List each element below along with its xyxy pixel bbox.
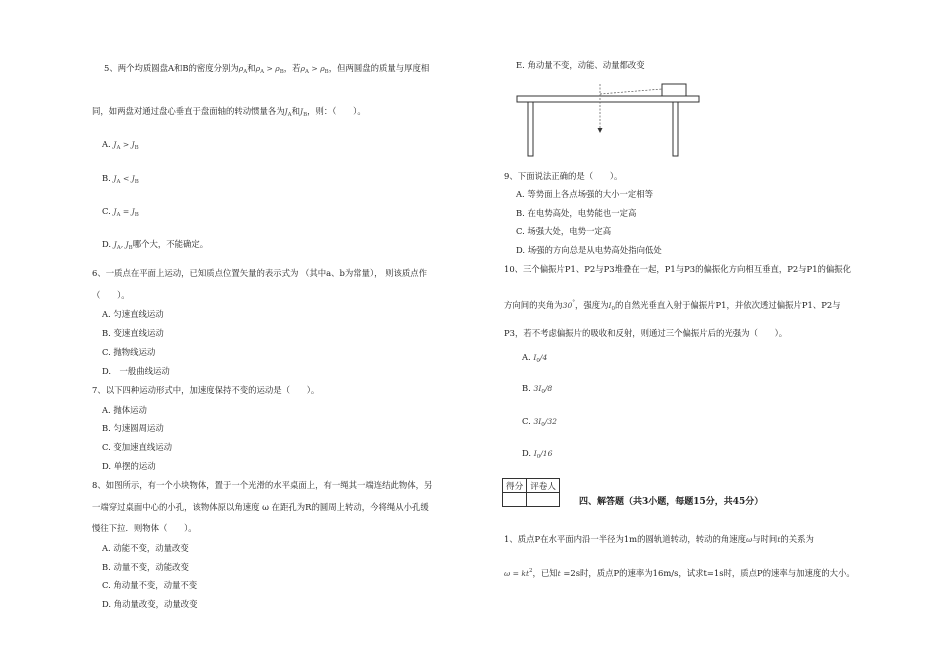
q5-option-c: C. $J_A = J_B$ — [102, 206, 139, 218]
q9-line1: 9、下面说法正确的是（ ）。 — [504, 171, 623, 181]
q9-option-c: C. 场强大处，电势一定高 — [516, 226, 612, 236]
table-top — [517, 96, 699, 102]
q7-line1: 7、以下四种运动形式中，加速度保持不变的运动是（ ）。 — [92, 385, 320, 395]
score-box — [502, 478, 560, 507]
section-heading: 四、解答题（共3小题，每题15分，共45分） — [579, 497, 764, 507]
t-symbol: t — [777, 535, 781, 544]
string-top — [600, 89, 662, 94]
q5-line1: 5、两个均质圆盘A和B的密度分别为$\rho_A$和$\rho_A > \rho_B$，若$\rho_A > \rho_B$，但两圆盘的质量与厚度相 — [104, 63, 430, 75]
q8-option-a: A. 动能不变，动量改变 — [102, 543, 189, 553]
q9-option-a: A. 等势面上各点场强的大小一定相等 — [516, 189, 653, 199]
q5-option-a: A. $J_A > J_B$ — [102, 139, 139, 151]
q8-line2: 一端穿过桌面中心的小孔，该物体原以角速度 ω 在距孔为R的圆周上转动，今将绳从小孔缓 — [92, 502, 429, 512]
q10-line3: P3，若不考虑偏振片的吸收和反射，则通过三个偏振片后的光强为（ ）。 — [504, 328, 788, 338]
q9-option-d: D. 场强的方向总是从电势高处指向低处 — [516, 245, 662, 255]
grader-cell — [527, 493, 560, 507]
s4-problem1-line2: $\omega = kt^2$，已知t =2s时，质点P的速率为16m/s，试求t=1s时，质点P的速率与加速度的大小。 — [504, 568, 855, 578]
q10-line2: 方向间的夹角为30°，强度为$I_0$的自然光垂直入射于偏振片P1，并依次透过偏振片P1、P2与 — [504, 300, 841, 312]
q7-option-d: D. 单摆的运动 — [102, 461, 156, 471]
q6-line2: （ ）。 — [92, 290, 130, 300]
q10-line1: 10、三个偏振片P1、P2与P3堆叠在一起，P1与P3的偏振化方向相互垂直，P2与P1的偏振化 — [504, 264, 852, 274]
q5-line2: 同，如两盘对通过盘心垂直于盘面轴的转动惯量各为$J_A$和$J_B$，则：（ ）。 — [92, 106, 366, 118]
q5-option-d: D. $J_A$, $J_B$哪个大，不能确定。 — [102, 239, 209, 251]
q10-option-b: B. $3I_0/8$ — [522, 383, 553, 395]
q8-option-b: B. 动量不变，动能改变 — [102, 562, 189, 572]
i0-symbol: $I_0$ — [608, 301, 616, 312]
q7-option-b: B. 匀速圆周运动 — [102, 423, 164, 433]
table-leg-right — [673, 102, 678, 156]
table-drawing — [517, 84, 699, 156]
block-object — [662, 84, 686, 96]
j-a-symbol: $J_A$ — [284, 107, 292, 118]
q6-option-c: C. 抛物线运动 — [102, 347, 156, 357]
j-b-symbol: $J_B$ — [300, 107, 308, 118]
q10-option-a: A. $I_0/4$ — [522, 352, 548, 364]
omega-formula: $\omega = kt^2$ — [504, 568, 533, 578]
q8-line3: 慢往下拉．则物体（ ）。 — [92, 523, 197, 533]
q8-option-c: C. 角动量不变，动量不变 — [102, 580, 198, 590]
s4-problem1-line1: 1、质点P在水平面内沿一半径为1m的圆轨道转动，转动的角速度ω与时间t的关系为 — [504, 534, 814, 544]
q6-line1: 6、一质点在平面上运动，已知质点位置矢量的表示式为 （其中a、b为常量）， 则该质点作 — [92, 268, 428, 278]
q8-option-d: D. 角动量改变，动量改变 — [102, 599, 198, 609]
q7-option-a: A. 抛体运动 — [102, 405, 147, 415]
q7-option-c: C. 变加速直线运动 — [102, 442, 173, 452]
q5-option-b: B. $J_A < J_B$ — [102, 173, 139, 185]
rho-a-gt-rho-b: $\rho_A > \rho_B$ — [255, 64, 284, 75]
q6-option-d: D. 一般曲线运动 — [102, 366, 170, 376]
pull-arrow-icon — [598, 128, 603, 133]
rho-condition: $\rho_A > \rho_B$ — [300, 64, 329, 75]
table-leg-left — [528, 102, 533, 156]
angle-value: 30° — [562, 300, 576, 310]
score-cell — [503, 493, 527, 507]
grader-label: 评卷人 — [527, 479, 560, 493]
q10-option-d: D. $I_0/16$ — [522, 448, 553, 460]
q8-option-e: E. 角动量不变，动能、动量都改变 — [516, 60, 645, 70]
q6-option-b: B. 变速直线运动 — [102, 328, 164, 338]
q10-option-c: C. $3I_0/32$ — [522, 416, 558, 428]
t2-symbol: t — [557, 569, 561, 578]
score-label: 得分 — [503, 479, 527, 493]
rho-a-symbol: $\rho_A$ — [238, 64, 248, 75]
omega-symbol: ω — [745, 535, 753, 544]
q9-option-b: B. 在电势高处，电势能也一定高 — [516, 208, 637, 218]
q6-option-a: A. 匀速直线运动 — [102, 309, 164, 319]
q8-line1: 8、如图所示，有一个小块物体，置于一个光滑的水平桌面上，有一绳其一端连结此物体，另 — [92, 480, 433, 490]
